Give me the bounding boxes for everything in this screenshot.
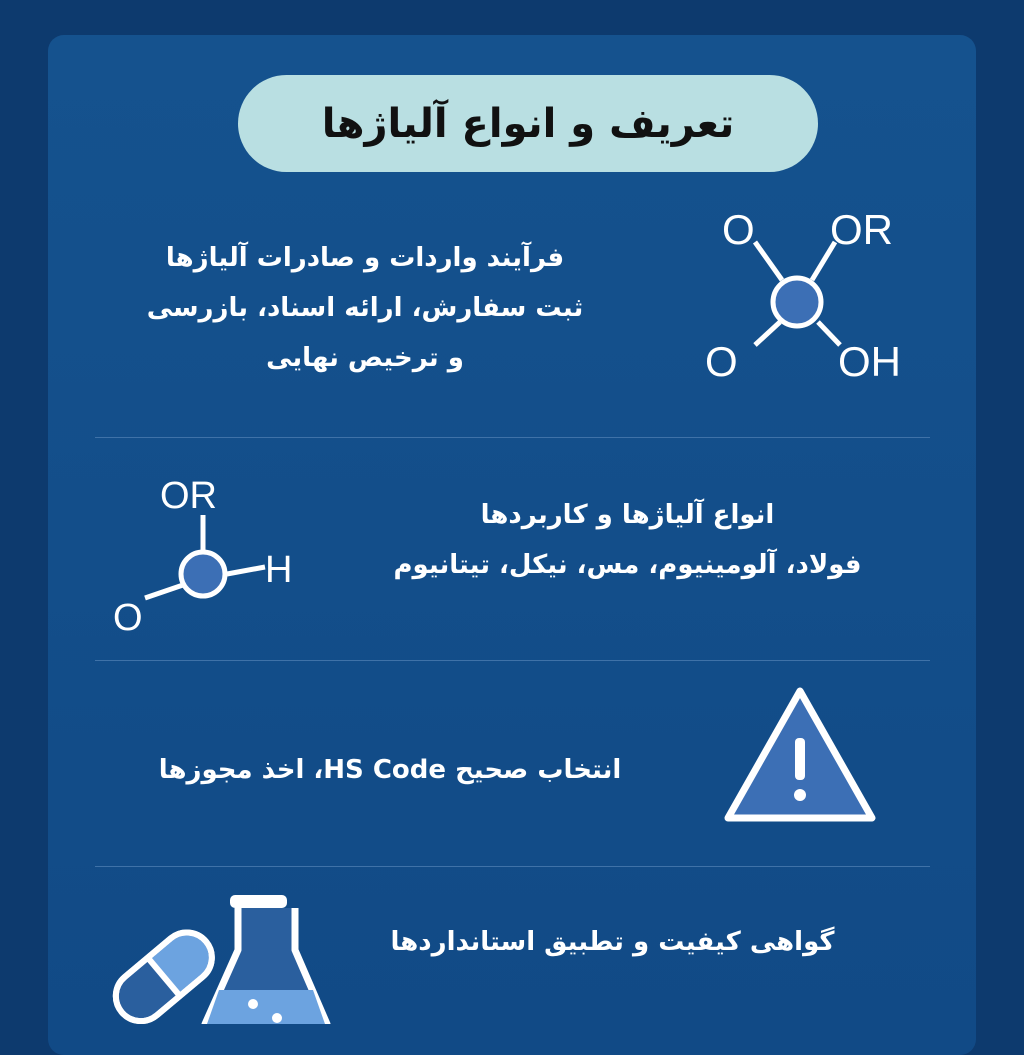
section-line: ثبت سفارش، ارائه اسناد، بازرسی — [146, 293, 584, 323]
atom-label: H — [265, 549, 293, 591]
section-3-text — [100, 745, 680, 795]
atom-label: OR — [830, 206, 893, 253]
molecule-icon — [700, 200, 920, 390]
page-title: تعریف و انواع آلیاژها — [321, 100, 735, 147]
atom-label: O — [705, 338, 738, 385]
section-line: انتخاب صحیح HS Code، اخذ مجوزها — [158, 755, 622, 785]
atom-label: O — [722, 206, 755, 253]
section-line: فرآیند واردات و صادرات آلیاژها — [165, 243, 565, 273]
title-pill — [238, 75, 818, 172]
warning-icon — [720, 683, 880, 828]
atom-label: O — [113, 597, 143, 639]
divider — [95, 660, 930, 661]
divider — [95, 866, 930, 867]
molecule-icon — [105, 470, 305, 640]
section-1-text — [110, 233, 620, 383]
section-line: انواع آلیاژها و کاربردها — [480, 500, 775, 530]
section-2-text — [340, 490, 915, 590]
atom-label: OH — [838, 338, 901, 385]
section-line: و ترخیص نهایی — [266, 343, 464, 373]
section-line: گواهی کیفیت و تطبیق استانداردها — [390, 927, 835, 957]
divider — [95, 437, 930, 438]
section-4-text — [340, 917, 885, 967]
atom-label: OR — [160, 475, 217, 517]
section-line: فولاد، آلومینیوم، مس، نیکل، تیتانیوم — [393, 550, 862, 580]
pill-flask-icon — [105, 890, 345, 1024]
